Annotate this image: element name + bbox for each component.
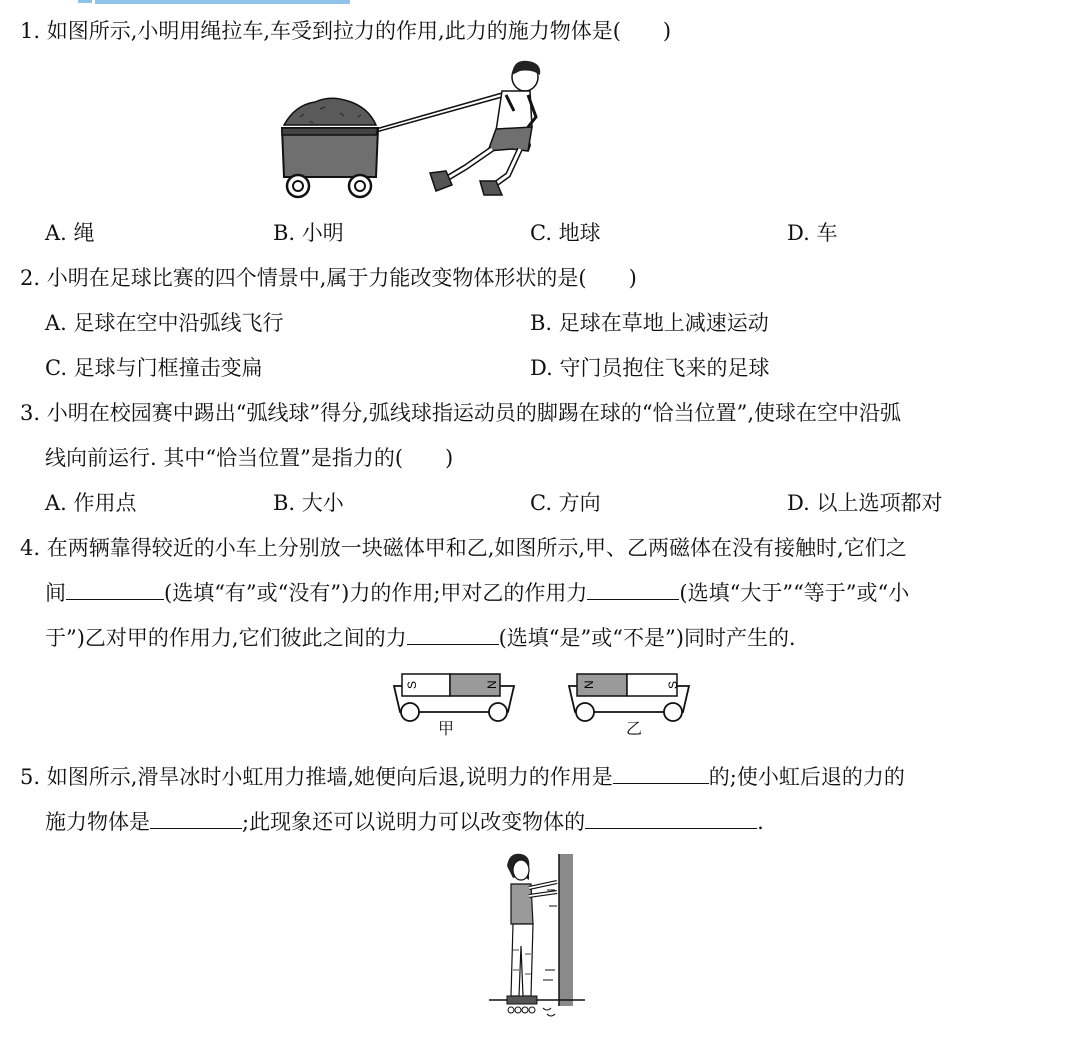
magnet-b-pole-s: S (666, 680, 680, 689)
q1-stem: 1. 如图所示,小明用绳拉车,车受到拉力的作用,此力的施力物体是( ) (20, 19, 672, 43)
q5-line2-part-b: ;此现象还可以说明力可以改变物体的 (242, 810, 586, 834)
magnet-a-pole-s: S (405, 680, 419, 689)
magnet-label-a: 甲 (438, 719, 455, 738)
q5-line2-part-c: . (757, 810, 764, 834)
q2-stem: 2. 小明在足球比赛的四个情景中,属于力能改变物体形状的是( ) (20, 266, 637, 290)
q3-option-a[interactable]: A. 作用点 (45, 491, 137, 515)
q4-line2-part-b: (选填“有”或“没有”)力的作用;甲对乙的作用力 (164, 581, 588, 605)
q1-option-d[interactable]: D. 车 (787, 221, 838, 245)
header-accent-small (78, 0, 92, 3)
q4-line2 (45, 578, 909, 608)
q1-option-b[interactable]: B. 小明 (273, 221, 344, 245)
q5-blank-2[interactable] (150, 808, 242, 829)
q4-line3 (45, 623, 796, 653)
header-accent-bar (95, 0, 350, 4)
q4-blank-1[interactable] (66, 579, 164, 600)
magnet-label-b: 乙 (626, 719, 643, 738)
q3-stem-line1: 3. 小明在校园赛中踢出“弧线球”得分,弧线球指运动员的脚踢在球的“恰当位置”,使球在空中沿弧 (20, 401, 902, 425)
q5-line1-part-a: 5. 如图所示,滑旱冰时小虹用力推墙,她便向后退,说明力的作用是 (20, 765, 613, 789)
q3-option-c[interactable]: C. 方向 (530, 491, 601, 515)
magnet-a-pole-n: N (485, 680, 499, 689)
magnet-cart-b-figure (563, 666, 695, 722)
q2-option-c[interactable]: C. 足球与门框撞击变扁 (45, 356, 263, 380)
q2-option-b[interactable]: B. 足球在草地上减速运动 (530, 311, 769, 335)
q4-blank-3[interactable] (407, 624, 499, 645)
q5-line1-part-b: 的;使小虹后退的力的 (708, 765, 905, 789)
q4-line1: 4. 在两辆靠得较近的小车上分别放一块磁体甲和乙,如图所示,甲、乙两磁体在没有接触时,它们之 (20, 536, 907, 560)
q5-line2-part-a: 施力物体是 (45, 810, 150, 834)
q3-option-d[interactable]: D. 以上选项都对 (787, 491, 943, 515)
q4-line2-part-a: 间 (45, 581, 66, 605)
q1-option-c[interactable]: C. 地球 (530, 221, 601, 245)
q4-line2-part-c: (选填“大于”“等于”或“小 (679, 581, 910, 605)
q5-line1 (20, 762, 905, 792)
q2-option-a[interactable]: A. 足球在空中沿弧线飞行 (45, 311, 284, 335)
q5-blank-1[interactable] (613, 763, 709, 784)
q2-option-d[interactable]: D. 守门员抱住飞来的足球 (530, 356, 770, 380)
q4-line3-part-b: (选填“是”或“不是”)同时产生的. (498, 626, 796, 650)
q3-option-b[interactable]: B. 大小 (273, 491, 344, 515)
skater-wall-figure (485, 850, 595, 1035)
q3-stem-line2: 线向前运行. 其中“恰当位置”是指力的( ) (45, 446, 454, 470)
magnet-cart-a-figure (388, 666, 520, 722)
magnet-b-pole-n: N (582, 680, 596, 689)
q1-option-a[interactable]: A. 绳 (45, 221, 95, 245)
q4-line3-part-a: 于”)乙对甲的作用力,它们彼此之间的力 (45, 626, 407, 650)
q4-blank-2[interactable] (587, 579, 679, 600)
cart-boy-figure (270, 55, 560, 205)
q5-blank-3[interactable] (585, 808, 757, 829)
q5-line2 (45, 807, 764, 837)
